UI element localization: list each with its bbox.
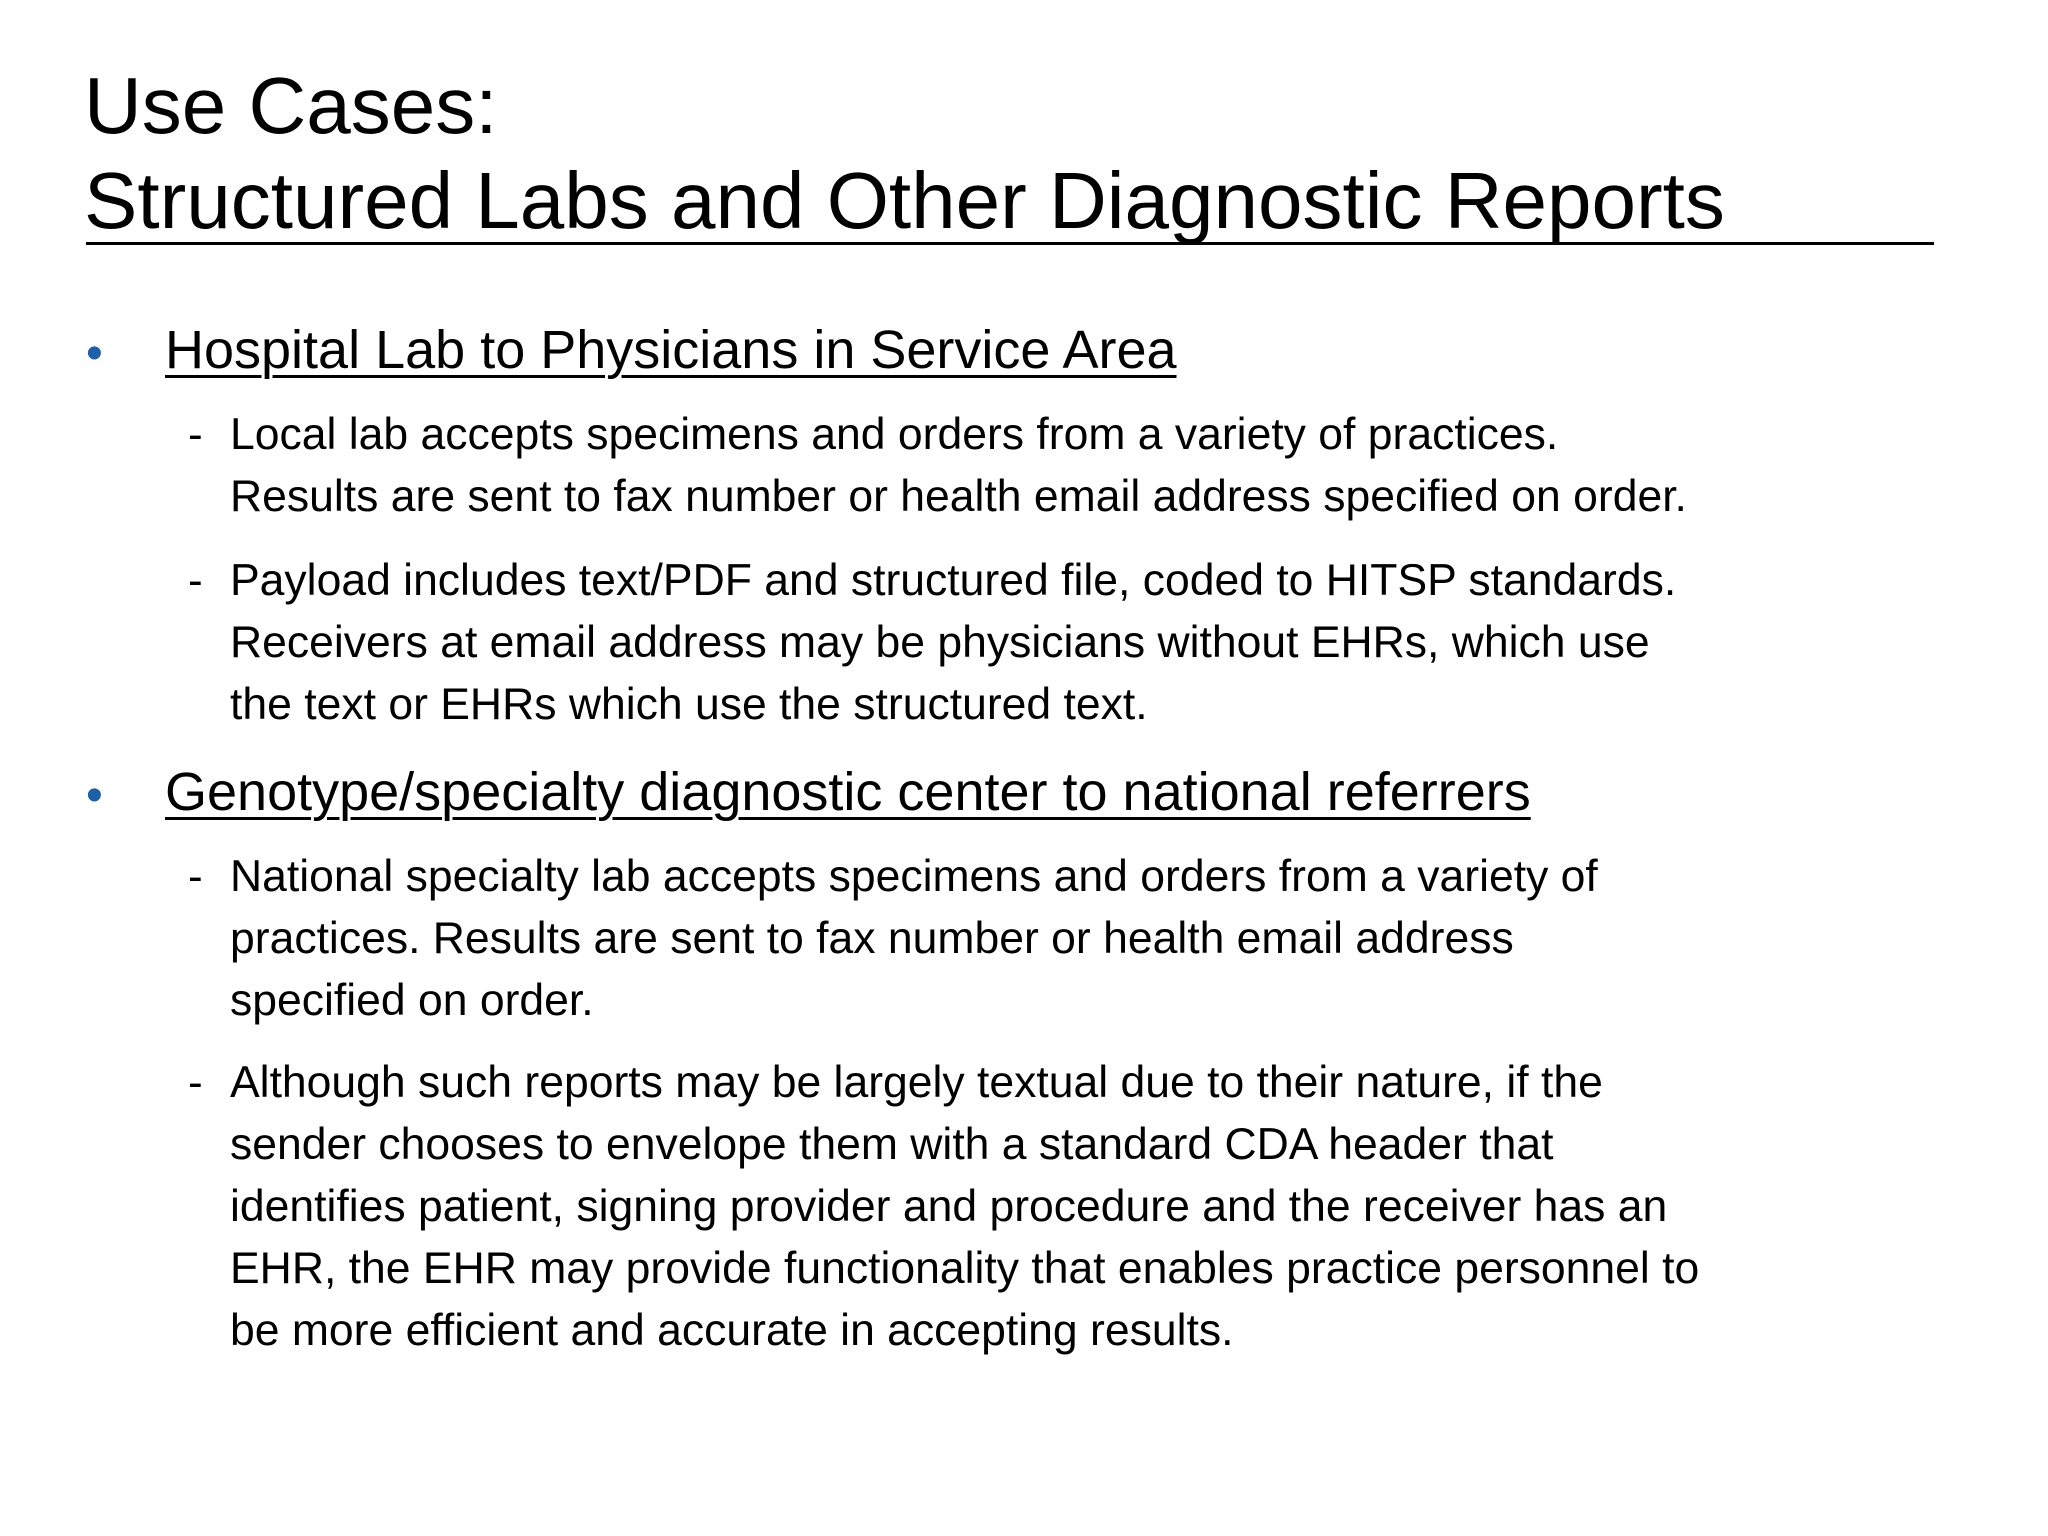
dash-icon: - <box>188 410 203 459</box>
bullet-icon: • <box>86 327 103 380</box>
sub-item-payload <box>230 550 1960 736</box>
sub-item-line: EHR, the EHR may provide functionality that enables practice personnel to <box>230 1244 1700 1293</box>
sub-item-line: Receivers at email address may be physicians without EHRs, which use <box>230 618 1650 667</box>
sub-item-local-lab <box>230 404 1960 528</box>
sub-item-line: National specialty lab accepts specimens and orders from a variety of <box>230 852 1598 901</box>
title-line-2: Structured Labs and Other Diagnostic Reports <box>84 156 1725 245</box>
sub-item-line: Payload includes text/PDF and structured file, coded to HITSP standards. <box>230 556 1677 605</box>
section-heading-hospital-lab: Hospital Lab to Physicians in Service Area <box>165 320 1177 380</box>
title-divider <box>86 242 1934 245</box>
sub-item-national-lab <box>230 846 1960 1032</box>
sub-item-line: Although such reports may be largely textual due to their nature, if the <box>230 1058 1603 1107</box>
sub-item-line: the text or EHRs which use the structured text. <box>230 680 1148 729</box>
slide-title <box>84 58 1944 248</box>
sub-item-textual-reports <box>230 1052 1960 1362</box>
title-line-1: Use Cases: <box>84 61 498 150</box>
dash-icon: - <box>188 556 203 605</box>
section-heading-genotype-center: Genotype/specialty diagnostic center to national referrers <box>165 762 1531 822</box>
bullet-icon: • <box>86 769 103 822</box>
sub-item-line: identifies patient, signing provider and procedure and the receiver has an <box>230 1182 1668 1231</box>
sub-item-line: specified on order. <box>230 976 594 1025</box>
dash-icon: - <box>188 1058 203 1107</box>
dash-icon: - <box>188 852 203 901</box>
sub-item-line: practices. Results are sent to fax number or health email address <box>230 914 1514 963</box>
sub-item-line: sender chooses to envelope them with a standard CDA header that <box>230 1120 1554 1169</box>
sub-item-line: be more efficient and accurate in accepting results. <box>230 1306 1234 1355</box>
sub-item-line: Local lab accepts specimens and orders from a variety of practices. <box>230 410 1559 459</box>
sub-item-line: Results are sent to fax number or health email address specified on order. <box>230 472 1687 521</box>
